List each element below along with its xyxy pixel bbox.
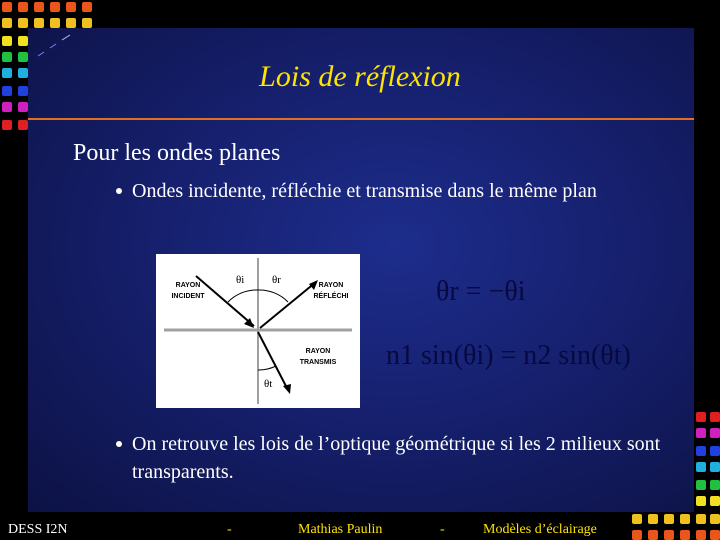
transmitted-label-2: TRANSMIS (299, 359, 337, 366)
heading-bullet: Pour les ondes planes (73, 140, 281, 166)
footer-separator: - (440, 522, 445, 537)
bullet-2-text: On retrouve les lois de l’optique géométrique si les 2 milieux sont transparents. (132, 433, 661, 483)
footer-separator: - (227, 522, 232, 537)
snell-equation: n1 sin(θi) = n2 sin(θt) (386, 340, 631, 371)
bullet-1-text: Ondes incidente, réfléchie et transmise dans le même plan (132, 180, 597, 202)
incident-label-1: RAYON (175, 282, 201, 289)
bullet-dot (116, 441, 122, 447)
reflected-label-2: RÉFLÉCHI (313, 293, 349, 300)
transmitted-ray (258, 332, 288, 390)
theta-t-label: θt (264, 378, 273, 390)
title-divider (28, 118, 694, 120)
incident-label-2: INCIDENT (171, 293, 205, 300)
reflected-label-1: RAYON (318, 282, 344, 289)
transmitted-label-1: RAYON (305, 348, 331, 355)
footer-course: Modèles d’éclairage (483, 522, 597, 537)
reflection-equation: θr = −θi (436, 276, 526, 307)
footer-author: Mathias Paulin (298, 522, 383, 537)
theta-i-label: θi (236, 274, 245, 286)
refraction-diagram (156, 254, 360, 408)
slide-title: Lois de réflexion (259, 60, 461, 93)
theta-r-label: θr (272, 274, 281, 286)
bullet-dot (116, 188, 122, 194)
footer-left: DESS I2N (8, 522, 68, 537)
corner-sparkle-icon (34, 32, 74, 62)
